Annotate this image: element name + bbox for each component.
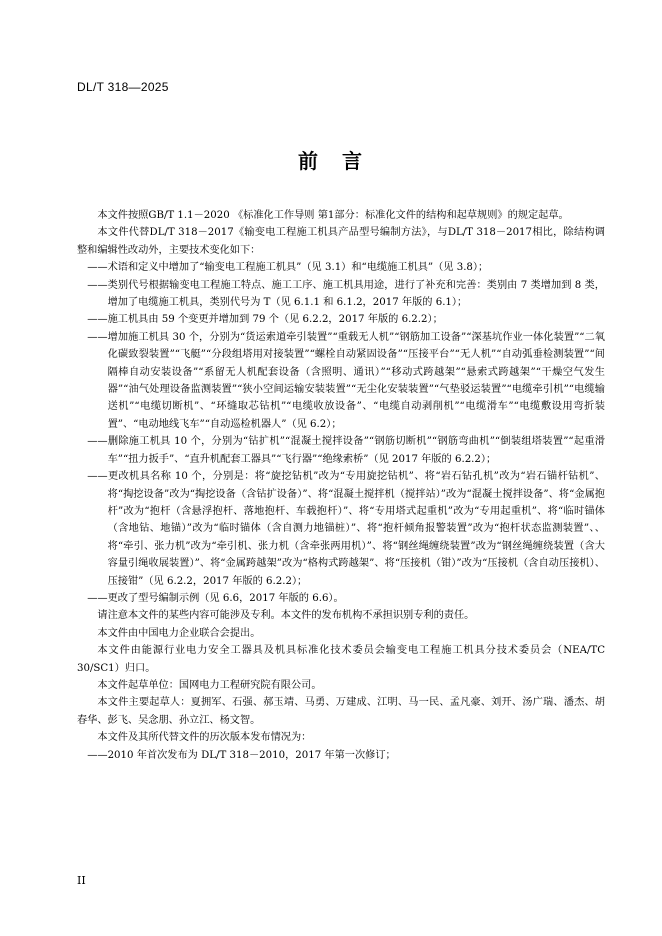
foreword-body xyxy=(77,207,605,764)
change-item: ——删除施工机具 10 个，分别为“钻扩机”“混凝土搅拌设备”“钢筋切断机”“钢筋弯曲机”“倒装组塔装置”“起重滑车”“扭力扳手”、“直升机配套工器具”“飞行器”“绝缘索桥”（见 2017 年版的 6.2.2）； xyxy=(87,436,605,465)
page-title: 前 言 xyxy=(298,149,364,173)
change-item: ——施工机具由 59 个变更并增加到 79 个（见 6.2.2，2017 年版的 6.2.2）； xyxy=(87,314,443,326)
change-item: ——增加施工机具 30 个，分别为“货运索道牵引装置”“重载无人机”“钢筋加工设备”“深基坑作业一体化装置”“二氧化碳致裂装置”“飞艇”“分段组塔用对接装置”“螺栓自动紧固设备”“压接平台”“无人机”“自动弧垂检测装置”“间隔棒自动安装设备”“系留无人机配套设备（含照明、通讯）”“移动式跨越架”“悬索式跨越架”“干燥空气发生器”“油气处理设备监测装置”“狭小空间运输安装装置”“无尘化安装装置”“气垫驳运装置”“电缆牵引机”“电缆输送机”“电缆切断机”、“环缝取芯钻机”“电缆收放设备”、“电缆自动剥削机”“电缆滑车”“电缆敷设用弯折装置”、“电动地线飞车”“自动巡检机器人”（见 6.2）； xyxy=(87,331,605,430)
paragraph-patent-notice: 请注意本文件的某些内容可能涉及专利。本文件的发布机构不承担识别专利的责任。 xyxy=(97,610,475,622)
paragraph-drafters: 本文件主要起草人：夏拥军、石强、郝玉靖、马勇、万建成、江明、马一民、孟凡豪、刘开、汤广瑞、潘杰、胡春华、彭飞、吴念朋、孙立江、杨文智。 xyxy=(77,697,605,726)
paragraph-committee: 本文件由能源行业电力安全工器具及机具标准化技术委员会输变电工程施工机具分技术委员会（NEA/TC 30/SC1）归口。 xyxy=(77,645,605,674)
paragraph-drafting-rules: 本文件按照GB/T 1.1－2020 《标准化工作导则 第1部分：标准化文件的结构和起草规则》的规定起草。 xyxy=(97,210,569,221)
change-item: ——类别代号根据输变电工程施工特点、施工工序、施工机具用途，进行了补充和完善：类别由 7 类增加到 8 类，增加了电缆施工机具，类别代号为 T（见 6.1.1 和 6.1.2，2017 年版的 6.1）； xyxy=(87,279,605,309)
paragraph-drafting-unit: 本文件起草单位：国网电力工程研究院有限公司。 xyxy=(97,679,322,691)
change-item: ——更改了型号编制示例（见 6.6，2017 年版的 6.6）。 xyxy=(87,592,344,604)
paragraph-history-intro: 本文件及其所代替文件的历次版本发布情况为： xyxy=(97,732,312,744)
paragraph-replacement: 本文件代替DL/T 318－2017《输变电工程施工机具产品型号编制方法》，与DL/T 318－2017相比，除结构调整和编辑性改动外，主要技术变化如下： xyxy=(77,227,605,256)
change-item: ——更改机具名称 10 个，分别是：将“旋挖钻机”改为“专用旋挖钻机”、将“岩石钻孔机”改为“岩石锚杆钻机”、将“掏挖设备”改为“掏挖设备（含钻扩设备）”、将“混凝土搅拌机（搅拌站）”改为“混凝土搅拌设备”、将“金属抱杆”改为“抱杆（含悬浮抱杆、落地抱杆、车载抱杆）”、将“专用塔式起重机”改为“专用起重机”、将“临时锚体（含地钻、地锚）”改为“临时锚体（含自测力地锚桩）”、将“抱杆倾角报警装置”改为“抱杆状态监测装置”、、将“牵引、张力机”改为“牵引机、张力机（含牵张两用机）”、将“钢丝绳缠绕装置”改为“钢丝绳缠绕装置（含大容量引绳收展装置）”、将“金属跨越架”改为“格构式跨越架”、将“压接机（钳）”改为“压接机（含自动压接机）、压接钳”（见 6.2.2，2017 年版的 6.2.2）； xyxy=(87,471,605,587)
document-code-header: DL/T 318—2025 xyxy=(77,80,169,94)
page-number: II xyxy=(77,874,86,887)
paragraph-proposer: 本文件由中国电力企业联合会提出。 xyxy=(97,627,261,639)
change-item: ——术语和定义中增加了“输变电工程施工机具”（见 3.1）和“电缆施工机具”（见 3.8）； xyxy=(87,262,489,274)
history-item: ——2010 年首次发布为 DL/T 318－2010，2017 年第一次修订； xyxy=(87,749,396,761)
